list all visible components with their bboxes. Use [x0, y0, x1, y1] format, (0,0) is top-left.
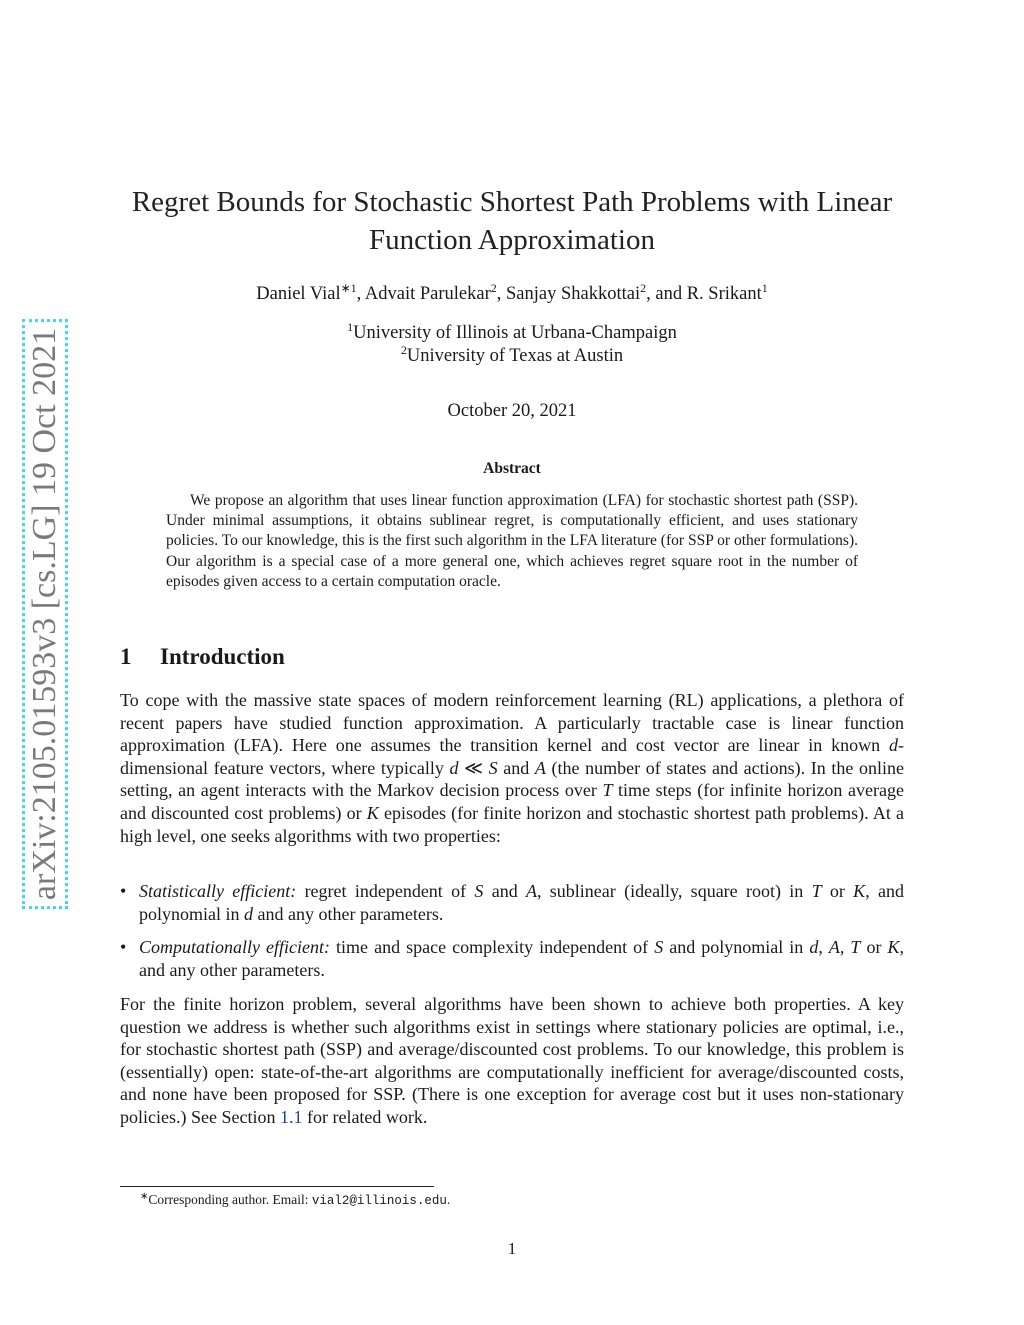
text-run: or [860, 937, 888, 958]
text-run: and polynomial in [663, 937, 810, 958]
title-line-2: Function Approximation [369, 224, 655, 256]
math-var: S [474, 881, 484, 901]
text-run: time steps (for infinite horizon average and discounted cost problems) or [120, 780, 904, 823]
footnote-text: . [446, 1192, 451, 1207]
affiliation [100, 322, 924, 345]
math-var: T [811, 881, 822, 901]
paper-date: October 20, 2021 [447, 401, 577, 421]
affiliation-list [100, 322, 924, 368]
title-line-1: Regret Bounds for Stochastic Shortest Path Problems with Linear [131, 186, 893, 218]
affiliation [100, 345, 924, 368]
footnote-text: Corresponding author. Email: [148, 1192, 312, 1207]
math-var: K [366, 802, 379, 823]
math-var: S [654, 937, 664, 958]
text-run: and [483, 881, 526, 901]
math-var: K [887, 937, 900, 958]
math-var: K [853, 881, 866, 901]
author: Sanjay Shakkottai [506, 284, 641, 304]
author: Advait Parulekar [364, 284, 491, 304]
math-var: d [244, 903, 253, 924]
text-run: -dimensional feature vectors, where typically [120, 735, 904, 778]
text-run: for related work. [302, 1106, 428, 1127]
author-affiliation-mark: 2 [640, 281, 647, 295]
text-run: regret independent of [296, 881, 475, 901]
author-separator: , [496, 284, 507, 304]
math-var: A [534, 757, 546, 778]
text-run: (the number of states and actions). In the online setting, an agent interacts with the Markov decision process over [120, 757, 904, 801]
author-affiliation-mark: 1 [761, 281, 768, 295]
text-run: or [821, 881, 854, 901]
math-var: A [828, 937, 840, 958]
text-run: , and any other parameters. [139, 937, 905, 980]
author-affiliation-mark: ∗1 [340, 281, 357, 295]
author-list [100, 282, 924, 306]
text-run: To cope with the massive state spaces of modern reinforcement learning (RL) applications, a plethora of recent papers have studied function approximation. A particularly tractable case is linear function approximation (LFA). Here one assumes the transition kernel and cost vector are linear in known [120, 690, 904, 756]
abstract-heading: Abstract [483, 460, 541, 477]
math-var: T [602, 780, 613, 801]
abstract-text: We propose an algorithm that uses linear function approximation (LFA) for stochastic shortest path (SSP). Under minimal assumptions, it obtains sublinear regret, is computationally efficient, and uses stationary policies. To our knowledge, this is the first such algorithm in the LFA literature (for SSP or other formulations). Our algorithm is a special case of a more general one, which achieves regret square root in the number of episodes given access to a certain computation oracle. [166, 492, 858, 590]
list-item [120, 936, 904, 981]
section-link[interactable]: 1.1 [279, 1106, 303, 1127]
text-run: episodes (for finite horizon and stochastic shortest path problems). At a high level, one seeks algorithms with two properties: [120, 802, 904, 846]
paper-title [100, 183, 924, 259]
text-run: For the finite horizon problem, several algorithms have been shown to achieve both properties. A key question we address is whether such algorithms exist in settings where stationary policies are optimal, i.e., for stochastic shortest path (SSP) and average/discounted cost problems. To our knowledge, this problem is (essentially) open: state-of-the-art algorithms are computationally inefficient for average/discounted costs, and none have been proposed for SSP. (There is one exception for average cost but it uses non-stationary policies.) See Section [120, 994, 904, 1127]
text-run: , [839, 937, 851, 958]
author-separator: , and [646, 284, 687, 304]
affiliation-name: University of Texas at Austin [406, 346, 624, 366]
email-link[interactable]: vial2@illinois.edu [311, 1194, 447, 1208]
math-var: d [809, 937, 819, 958]
text-run: , and polynomial in [139, 881, 904, 924]
page-number: 1 [507, 1239, 517, 1258]
list-item [120, 880, 904, 925]
math-var: S [488, 757, 498, 778]
affiliation-mark: 2 [400, 343, 407, 357]
footnote-mark: ∗ [140, 1191, 149, 1202]
bullet-icon: • [120, 881, 127, 901]
author: Daniel Vial [256, 284, 341, 304]
arxiv-identifier[interactable]: arXiv:2105.01593v3 [cs.LG] 19 Oct 2021 [22, 319, 68, 909]
affiliation-name: University of Illinois at Urbana-Champaign [353, 323, 677, 343]
text-run: time and space complexity independent of [330, 937, 655, 958]
text-run: and [497, 757, 535, 778]
math-var: A [526, 881, 537, 901]
text-run: , sublinear (ideally, square root) in [537, 881, 812, 901]
affiliation-mark: 1 [347, 320, 354, 334]
math-var: T [850, 937, 861, 958]
bullet-icon: • [120, 937, 127, 958]
section-heading [120, 642, 285, 672]
text-run: , [818, 937, 829, 958]
section-title: Introduction [160, 644, 285, 669]
section-number: 1 [120, 644, 132, 669]
author: R. Srikant [686, 284, 762, 304]
intro-paragraph-2 [120, 993, 904, 1129]
author-separator: , [356, 284, 365, 304]
arxiv-stamp [22, 318, 68, 910]
footnote-rule [120, 1186, 434, 1187]
math-var: d [449, 757, 459, 778]
intro-paragraph-1 [120, 689, 904, 847]
math-var: d [889, 735, 898, 756]
author-affiliation-mark: 2 [490, 281, 497, 295]
text-run: and any other parameters. [253, 903, 444, 924]
property-list [120, 880, 904, 992]
footnote [140, 1191, 450, 1210]
math-op: ≪ [458, 757, 489, 778]
bullet-label: Statistically efficient: [139, 881, 297, 901]
bullet-label: Computationally efficient: [139, 937, 331, 958]
